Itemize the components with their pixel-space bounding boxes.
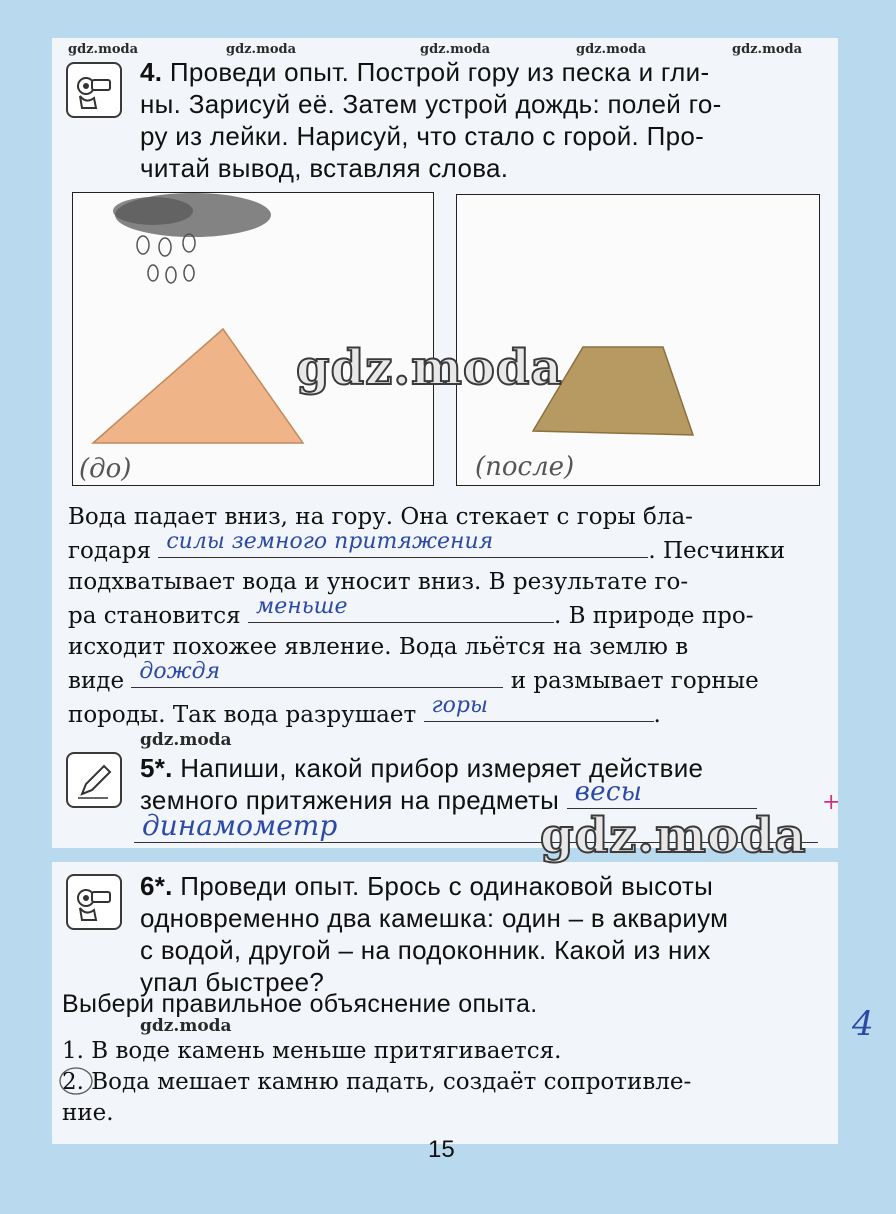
answer-4: горы bbox=[431, 693, 488, 718]
task5-answer-2: динамометр bbox=[142, 809, 338, 842]
passage-line4-start: ра становится bbox=[68, 603, 241, 629]
watermark-small: gdz.moda bbox=[420, 42, 491, 57]
binoculars-icon bbox=[66, 62, 122, 118]
task6-number: 6*. bbox=[140, 871, 173, 901]
task5-number: 5*. bbox=[140, 753, 173, 783]
passage-line2-start: годаря bbox=[68, 538, 152, 564]
answer-blank-2[interactable] bbox=[248, 594, 554, 623]
answer-3: дождя bbox=[139, 659, 221, 684]
watermark-small: gdz.moda bbox=[226, 42, 297, 57]
passage-line5: исходит похожее явление. Вода льётся на землю в bbox=[68, 634, 689, 660]
task6-line3: с водой, другой – на подоконник. Какой из них bbox=[140, 935, 711, 965]
passage-line2-end: . Песчинки bbox=[648, 538, 786, 564]
watermark-small: gdz.moda bbox=[140, 730, 232, 750]
page-number: 15 bbox=[428, 1136, 455, 1163]
task4-line4: читай вывод, вставляя слова. bbox=[140, 153, 509, 183]
watermark-small: gdz.moda bbox=[140, 1016, 232, 1036]
answer-blank-3[interactable] bbox=[131, 659, 503, 688]
watermark-big: gdz.moda bbox=[296, 340, 563, 396]
task5-answer-1: весы bbox=[574, 777, 643, 807]
task4-passage bbox=[68, 502, 828, 731]
task5-answer-blank-1[interactable] bbox=[567, 777, 757, 809]
task6-line1: Проведи опыт. Брось с одинаковой высоты bbox=[180, 871, 714, 901]
drawing-after-label: (после) bbox=[475, 452, 575, 482]
task4-text bbox=[140, 56, 722, 184]
task5-text bbox=[140, 752, 830, 816]
passage-line4-end: . В природе про- bbox=[553, 603, 754, 629]
task6-line2: одновременно два камешка: один – в аквариум bbox=[140, 903, 729, 933]
answer-1: силы земного притяжения bbox=[166, 529, 494, 554]
task6-options bbox=[62, 1036, 832, 1129]
answer-blank-1[interactable] bbox=[158, 529, 648, 558]
passage-line7-end: . bbox=[653, 702, 661, 728]
task4-line3: ру из лейки. Нарисуй, что стало с горой. Про- bbox=[140, 121, 705, 151]
drawing-before-label: (до) bbox=[79, 454, 132, 484]
passage-line6-end: и размывает горные bbox=[510, 668, 759, 694]
task6-choose: Выбери правильное объяснение опыта. bbox=[62, 990, 538, 1018]
task4-line2: ны. Зарисуй её. Затем устрой дождь: полей го- bbox=[140, 89, 722, 119]
task4-line1: Проведи опыт. Построй гору из песка и гли- bbox=[169, 57, 710, 87]
passage-line6-start: виде bbox=[68, 668, 125, 694]
answer-blank-4[interactable] bbox=[424, 693, 654, 722]
check-mark: + bbox=[822, 790, 841, 815]
option-2-cont: ние. bbox=[62, 1100, 114, 1126]
pencil-icon bbox=[66, 752, 122, 808]
passage-line7-start: породы. Так вода разрушает bbox=[68, 702, 417, 728]
grade-mark: 4 bbox=[852, 1004, 874, 1044]
watermark-small: gdz.moda bbox=[68, 42, 139, 57]
task6-line4: упал быстрее? bbox=[140, 967, 325, 997]
option-circle-mark bbox=[54, 1064, 98, 1098]
option-2-text: 2. Вода мешает камню падать, создаёт сопротивле- bbox=[62, 1069, 692, 1095]
answer-2: меньше bbox=[255, 594, 348, 619]
watermark-small: gdz.moda bbox=[576, 42, 647, 57]
task5-line2: земного притяжения на предметы bbox=[140, 785, 560, 815]
watermark-big: gdz.moda bbox=[540, 808, 807, 864]
task5-line1: Напиши, какой прибор измеряет действие bbox=[180, 753, 704, 783]
watermark-small: gdz.moda bbox=[732, 42, 803, 57]
task6-text bbox=[140, 870, 830, 998]
option-1: 1. В воде камень меньше притягивается. bbox=[62, 1038, 562, 1064]
drawing-before bbox=[73, 193, 433, 485]
passage-line1: Вода падает вниз, на гору. Она стекает с горы бла- bbox=[68, 504, 693, 530]
binoculars-icon bbox=[66, 874, 122, 930]
passage-line3: подхватывает вода и уносит вниз. В результате го- bbox=[68, 569, 689, 595]
option-2 bbox=[62, 1067, 832, 1098]
drawing-before-frame bbox=[72, 192, 434, 486]
task4-number: 4. bbox=[140, 57, 163, 87]
